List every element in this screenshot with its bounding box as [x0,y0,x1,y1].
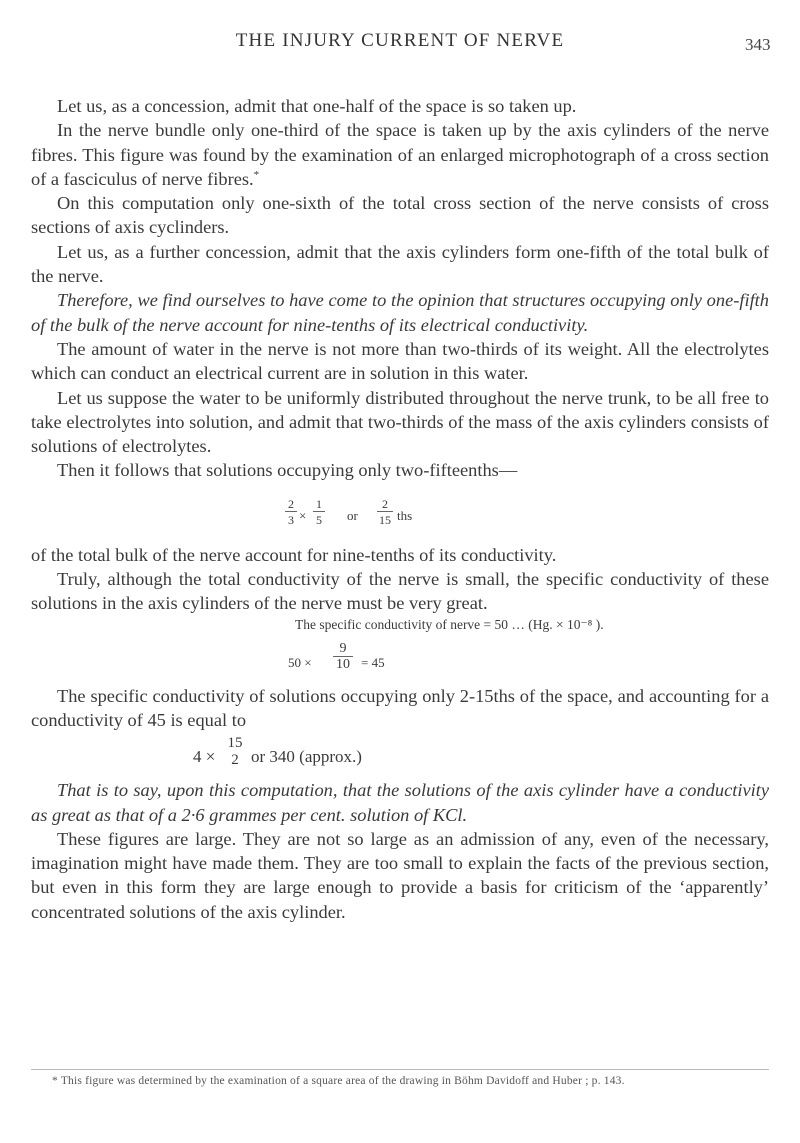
formula3-result: or 340 (approx.) [251,747,362,767]
footnote-mark: * [253,168,260,181]
paragraph-3: On this computation only one-sixth of the total cross section of the nerve consists of cross sections of axis cyclinders. [31,193,769,238]
specific-conductivity-line: The specific conductivity of nerve = 50 … (Hg. × 10⁻⁸ ). [295,616,604,632]
footnote-divider [31,1069,769,1070]
formula-fifty-times-nine-tenths [31,634,769,684]
numerator: 9 [339,640,347,656]
fraction-two-thirds [285,497,297,527]
footnote: * This figure was determined by the examination of a square area of the drawing in Böhm Davidoff and Huber ; p. 143. [52,1075,625,1087]
paragraph-1: Let us, as a concession, admit that one-half of the space is so taken up. [57,96,577,116]
paragraph-12: That is to say, upon this computation, that the solutions of the axis cylinder have a conductivity as great as that of a 2·6 grammes per cent. solution of KCl. [31,780,769,825]
paragraph-7: Let us suppose the water to be uniformly distributed throughout the nerve trunk, to be all free to take electrolytes into solution, and admit that two-thirds of the mass of the axis cylinders consists of solutions of electrolytes. [31,387,769,457]
running-header: THE INJURY CURRENT OF NERVE [235,30,565,51]
ths-suffix: ths [397,507,413,523]
denominator: 3 [285,511,297,527]
paragraph-8: Then it follows that solutions occupying only two-fifteenths— [57,460,518,481]
formula-four-times-fifteen-halves [31,732,769,778]
fraction-fifteen-halves [225,735,245,768]
paragraph-11: The specific conductivity of solutions occupying only 2-15ths of the space, and accounting for a conductivity of 45 is equal to [31,685,769,730]
body-text [31,94,769,924]
denominator: 10 [333,656,353,672]
formula2-lead: 50 × [288,654,312,670]
paragraph-10: Truly, although the total conductivity of the nerve is small, the specific conductivity of these solutions in the axis cylinders of the nerve must be very great. [31,569,769,614]
fraction-one-fifth [313,497,325,527]
numerator: 2 [382,496,388,511]
page-number: 343 [745,35,771,54]
paragraph-4: Let us, as a further concession, admit that the axis cylinders form one-fifth of the total bulk of the nerve. [31,241,769,287]
formula3-lead: 4 × [193,747,216,767]
paragraph-2-text: In the nerve bundle only one-third of the space is taken up by the axis cylinders of the nerve fibres. This figure was found by the examination of an enlarged microphotograph of a cross section of a fasciculus of nerve fibres. [31,120,769,189]
numerator: 1 [316,496,322,511]
paragraph-9: of the total bulk of the nerve account for nine-tenths of its conductivity. [31,544,557,565]
times-sign: × [299,507,307,523]
formula-two-fifteenths [31,491,769,537]
paragraph-6: The amount of water in the nerve is not more than two-thirds of its weight. All the electrolytes which can conduct an electrical current are in solution in this water. [31,338,769,384]
denominator: 15 [379,512,391,527]
paragraph-5: Therefore, we find ourselves to have come to the opinion that structures occupying only one-fifth of the bulk of the nerve account for nine-tenths of its electrical conductivity. [31,290,769,335]
denominator: 2 [231,752,239,769]
denominator: 5 [313,511,325,527]
fraction-two-fifteenths [377,497,393,527]
numerator: 15 [227,735,243,752]
numerator: 2 [288,496,294,511]
paragraph-2 [31,118,769,191]
formula2-result: = 45 [361,654,385,670]
paragraph-13: These figures are large. They are not so large as an admission of any, even of the necessary, imagination might have made them. They are too small to explain the facts of the previous section, but even in this form they are large enough to provide a basis for criticism of the ‘apparently’ concentrated solutions of the axis cylinder. [31,828,769,922]
or-word: or [347,507,358,523]
fraction-nine-tenths [333,642,353,672]
